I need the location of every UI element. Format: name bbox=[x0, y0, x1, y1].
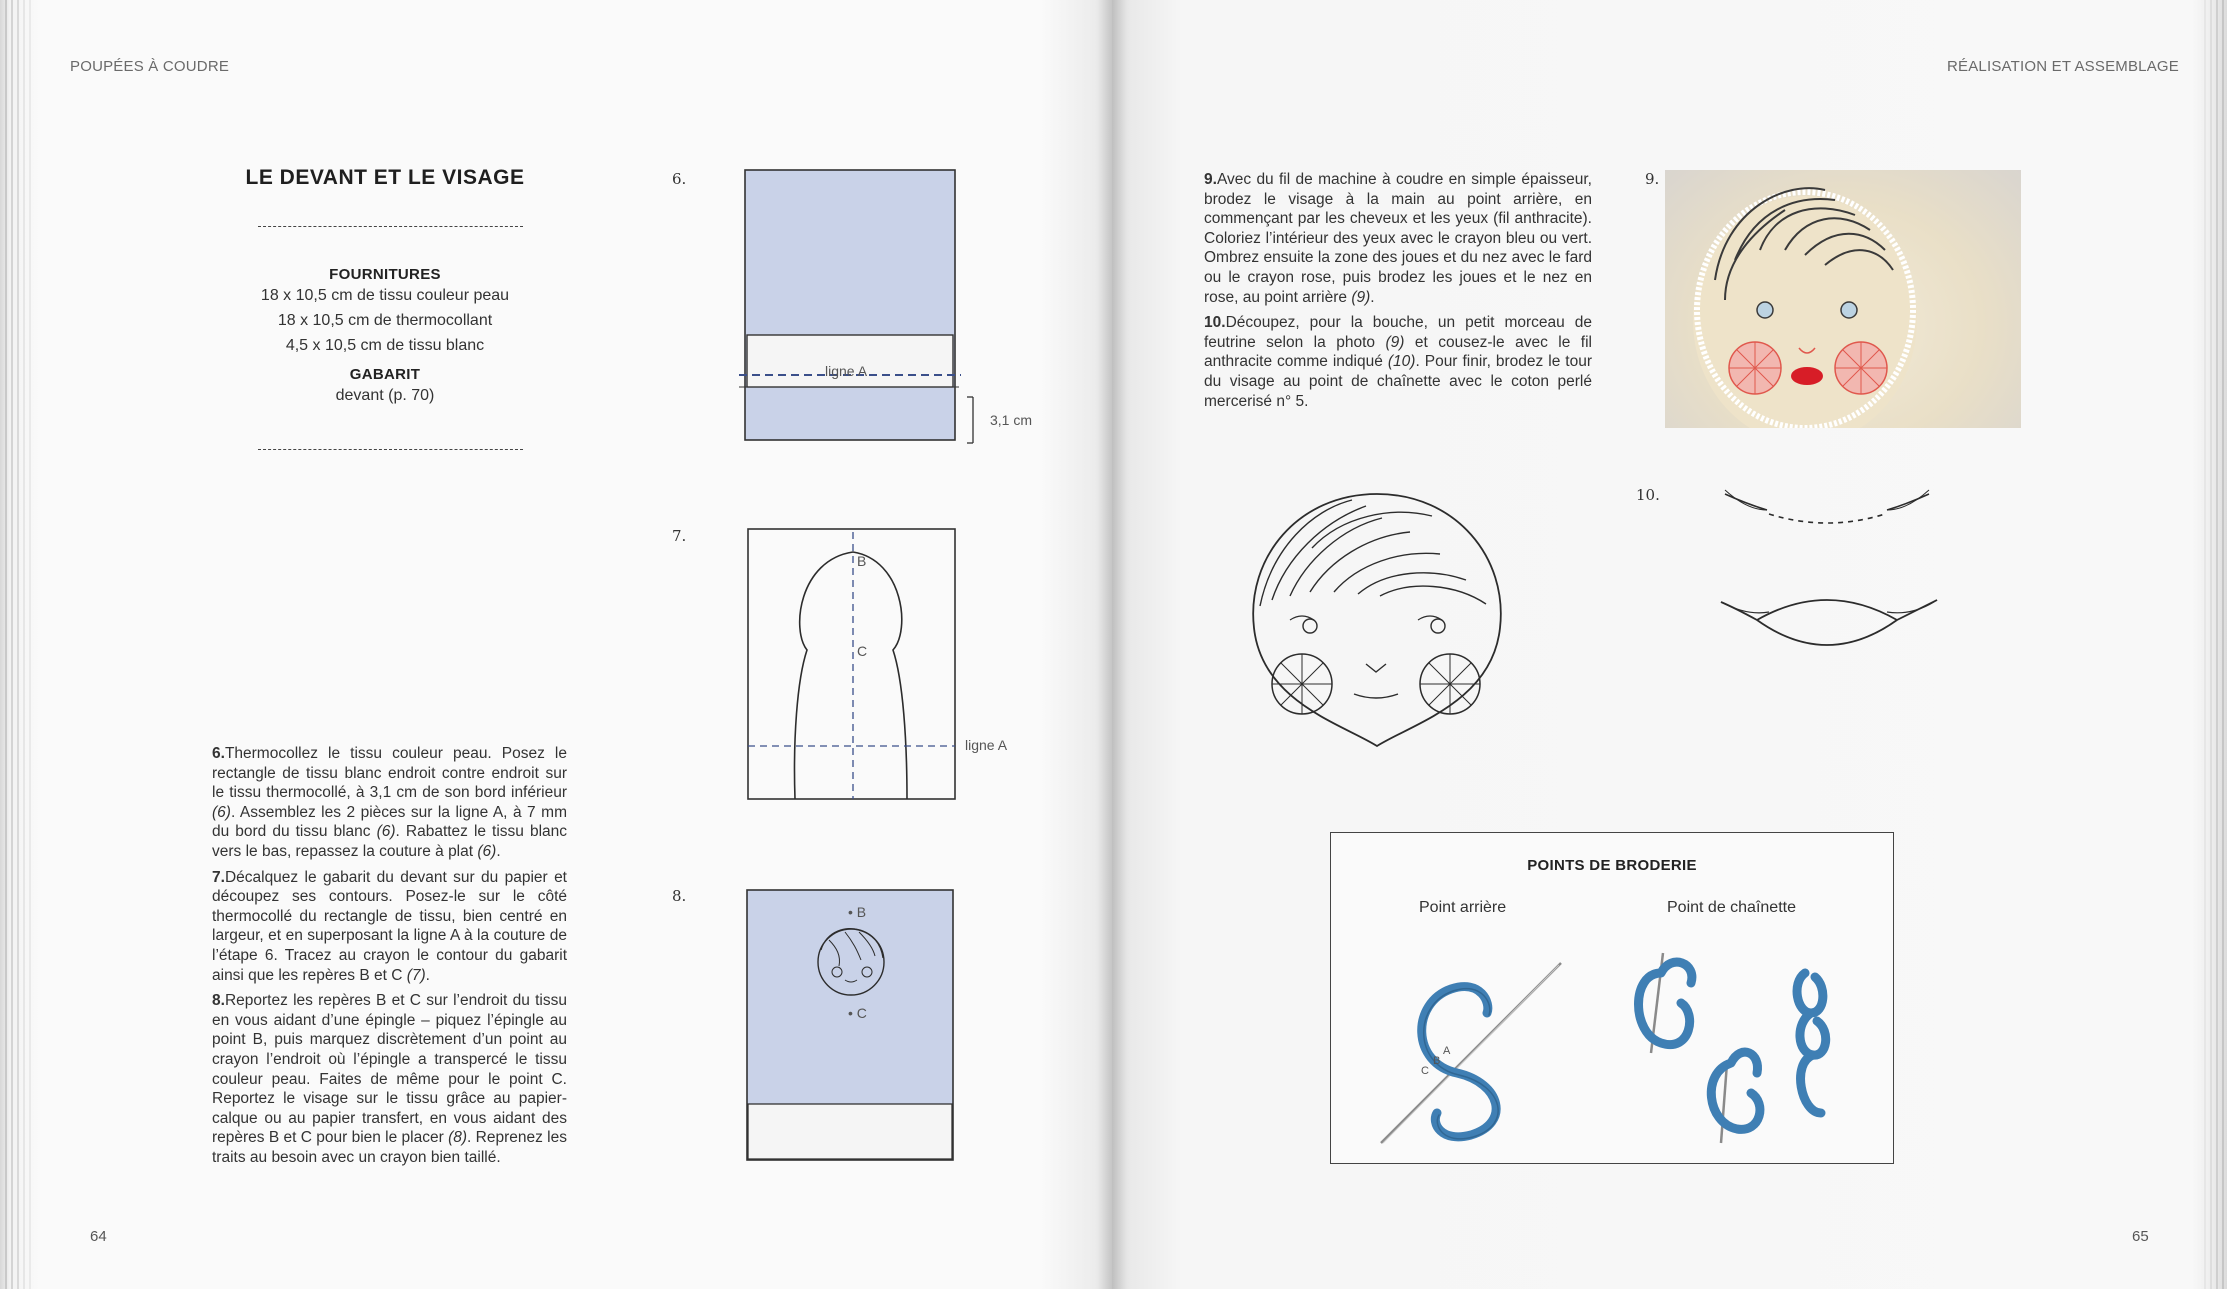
section-title: LE DEVANT ET LE VISAGE bbox=[245, 166, 525, 189]
instructions-left bbox=[212, 744, 567, 1173]
fourniture-item: 4,5 x 10,5 cm de tissu blanc bbox=[285, 337, 485, 354]
fournitures-heading: FOURNITURES bbox=[329, 266, 441, 283]
measure-label: 3,1 cm bbox=[990, 412, 1033, 428]
fournitures-block bbox=[230, 266, 540, 408]
gabarit-value: devant (p. 70) bbox=[335, 387, 435, 404]
running-head-left: POUPÉES À COUDRE bbox=[70, 58, 230, 75]
divider-bottom bbox=[258, 449, 523, 450]
face-template-drawing bbox=[1242, 488, 1512, 758]
point-arriere-label: Point arrière bbox=[1419, 899, 1507, 916]
point-chainette-label: Point de chaînette bbox=[1667, 899, 1796, 916]
ligne-a-label-6: ligne A bbox=[825, 363, 868, 379]
book-gutter bbox=[1098, 0, 1126, 1289]
mouth-stitch-diagram bbox=[1717, 480, 1957, 680]
figure-7-label: 7. bbox=[672, 527, 687, 545]
page-number-right: 65 bbox=[2132, 1228, 2149, 1245]
fourniture-item: 18 x 10,5 cm de thermocollant bbox=[277, 312, 493, 329]
embroidery-stitches-box bbox=[1330, 832, 1894, 1164]
broderie-title: POINTS DE BRODERIE bbox=[1527, 857, 1697, 874]
fourniture-item: 18 x 10,5 cm de tissu couleur peau bbox=[260, 287, 510, 304]
running-head-right: RÉALISATION ET ASSEMBLAGE bbox=[1946, 58, 2179, 75]
mark-b-back: B bbox=[1433, 1055, 1441, 1067]
step-9: 9.Avec du fil de machine à coudre en simple épaisseur, brodez le visage à la main au point arrière, en commençant par les cheveux et les yeux (fil anthracite). Coloriez l’intérieur des yeux avec le crayon bleu ou vert. Ombrez ensuite la zone des joues et du nez avec le fard ou le crayon rose, puis brodez les joues et le nez en rose, au point arrière (9). bbox=[1204, 171, 1592, 306]
figure-7-diagram bbox=[735, 520, 965, 810]
figure-8-label: 8. bbox=[672, 887, 687, 905]
mark-c-back: C bbox=[1421, 1065, 1429, 1077]
mark-b-8: • B bbox=[848, 904, 867, 920]
left-page bbox=[0, 0, 1112, 1289]
figure-8-diagram bbox=[735, 880, 965, 1170]
page-edge-stack bbox=[0, 0, 40, 1289]
figure-10-label: 10. bbox=[1636, 486, 1660, 504]
right-page bbox=[1112, 0, 2227, 1289]
page-number-left: 64 bbox=[90, 1228, 107, 1245]
step-8: 8.Reportez les repères B et C sur l’endroit du tissu en vous aidant d’une épingle – piquez l’épingle au point B, puis marquez discrètement d’un point au crayon l’endroit où l’épingle a transpercé le tissu couleur peau. Faites de même pour le point C. Reportez le visage sur le tissu grâce au papier-calque ou au papier transfert, en vous aidant des repères B et C pour bien le placer (8). Reprenez les traits au besoin avec un crayon bien taillé. bbox=[212, 992, 567, 1166]
page-edge-stack-right bbox=[2187, 0, 2227, 1289]
step-10: 10.Découpez, pour la bouche, un petit morceau de feutrine selon la photo (9) et cousez-le avec le fil anthracite comme indiqué (10). Pour finir, brodez le tour du visage au point de chaînette avec le coton perlé mercerisé n° 5. bbox=[1204, 314, 1593, 410]
instructions-right bbox=[1204, 170, 1592, 417]
back-stitch-diagram bbox=[1371, 943, 1571, 1153]
doll-face-embroidery bbox=[1665, 170, 2021, 428]
doll-face-photo bbox=[1665, 170, 2021, 428]
mark-c-8: • C bbox=[848, 1005, 867, 1021]
ligne-a-label-7: ligne A bbox=[965, 737, 1008, 753]
figure-9-label: 9. bbox=[1645, 170, 1660, 188]
step-6: 6.Thermocollez le tissu couleur peau. Posez le rectangle de tissu blanc endroit contre endroit sur le tissu thermocollé, à 3,1 cm de son bord inférieur (6). Assemblez les 2 pièces sur la ligne A, à 7 mm du bord du tissu blanc (6). Rabattez le tissu blanc vers le bas, repassez la couture à plat (6). bbox=[212, 745, 568, 860]
mark-b-7: B bbox=[857, 553, 867, 569]
divider-top bbox=[258, 226, 523, 227]
gabarit-heading: GABARIT bbox=[349, 366, 421, 383]
mark-a-back: A bbox=[1443, 1045, 1451, 1057]
figure-6-label: 6. bbox=[672, 170, 687, 188]
chain-stitch-diagram bbox=[1621, 943, 1861, 1153]
mark-c-7: C bbox=[857, 643, 868, 659]
step-7: 7.Décalquez le gabarit du devant sur du papier et découpez ses contours. Posez-le sur le côté thermocollé du rectangle de tissu, bien centré en largeur, et en superposant la ligne A à la couture de l’étape 6. Tracez au crayon le contour du gabarit ainsi que les repères B et C (7). bbox=[212, 868, 567, 984]
